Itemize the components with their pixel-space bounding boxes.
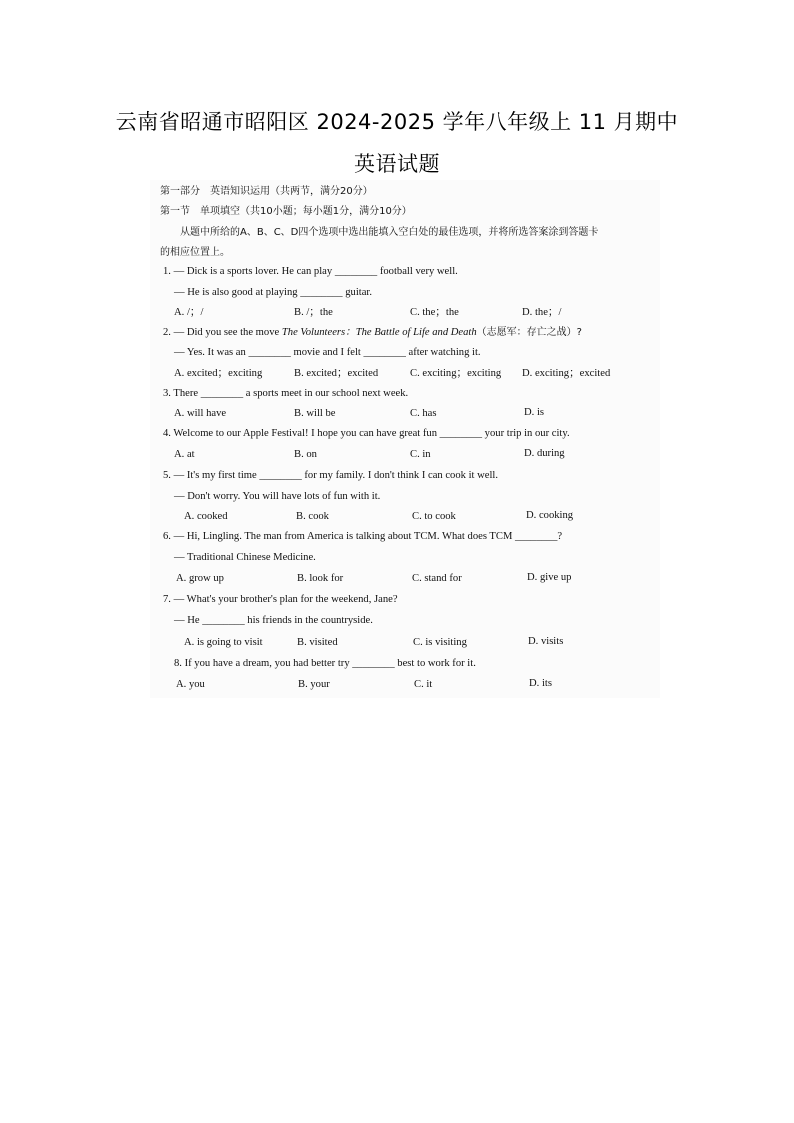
option-4c: C. in — [410, 449, 431, 460]
option-3d: D. is — [524, 407, 545, 418]
option-1b: B. /；the — [294, 307, 333, 318]
instructions: 从题中所给的A、B、C、D四个选项中选出能填入空白处的最佳选项，并将所选答案涂到答题卡 — [180, 227, 599, 238]
question-8-line-1: 8. If you have a dream, you had better try ________ best to work for it. — [174, 658, 476, 669]
question-2-suffix: （志愿军：存亡之战）? — [476, 327, 582, 338]
option-8b: B. your — [298, 679, 330, 690]
option-1a: A. /；/ — [174, 307, 204, 318]
question-1-line-2: — He is also good at playing ________ guitar. — [174, 287, 373, 298]
document-title: 云南省昭通市昭阳区 2024-2025 学年八年级上 11 月期中 — [115, 110, 679, 134]
question-5-line-2: — Don't worry. You will have lots of fun with it. — [174, 491, 381, 502]
option-5c: C. to cook — [412, 511, 456, 522]
question-7-line-1: 7. — What's your brother's plan for the weekend, Jane? — [163, 594, 398, 605]
option-6c: C. stand for — [412, 573, 462, 584]
option-7c: C. is visiting — [413, 637, 467, 648]
question-1-line-1: 1. — Dick is a sports lover. He can play ________ football very well. — [163, 266, 458, 277]
option-6b: B. look for — [297, 573, 344, 584]
section-heading: 第一节 单项填空（共10小题；每小题1分，满分10分） — [160, 206, 412, 217]
option-7a: A. is going to visit — [184, 637, 263, 648]
option-3a: A. will have — [174, 408, 227, 419]
option-7b: B. visited — [297, 637, 338, 648]
option-4d: D. during — [524, 448, 565, 459]
option-7d: D. visits — [528, 636, 564, 647]
option-3b: B. will be — [294, 408, 336, 419]
question-4-line-1: 4. Welcome to our Apple Festival! I hope you can have great fun ________ your trip in our city. — [163, 428, 570, 439]
document-subtitle: 英语试题 — [354, 152, 440, 176]
option-1d: D. the；/ — [522, 307, 562, 318]
question-7-line-2: — He ________ his friends in the countryside. — [174, 615, 373, 626]
option-2b: B. excited；excited — [294, 368, 379, 379]
movie-title: The Volunteers：The Battle of Life and Death — [281, 327, 477, 338]
part-heading: 第一部分 英语知识运用（共两节，满分20分） — [160, 186, 373, 197]
option-5b: B. cook — [296, 511, 329, 522]
question-2-line-2: — Yes. It was an ________ movie and I felt ________ after watching it. — [174, 347, 481, 358]
option-3c: C. has — [410, 408, 437, 419]
instructions-continued: 的相应位置上。 — [160, 247, 230, 258]
option-2d: D. exciting；excited — [522, 368, 611, 379]
option-6a: A. grow up — [176, 573, 224, 584]
option-5a: A. cooked — [184, 511, 228, 522]
question-2-prefix: 2. — Did you see the move — [163, 327, 282, 338]
option-1c: C. the；the — [410, 307, 459, 318]
question-5-line-1: 5. — It's my first time ________ for my family. I don't think I can cook it well. — [163, 470, 499, 481]
question-3-line-1: 3. There ________ a sports meet in our school next week. — [163, 388, 409, 399]
option-2c: C. exciting；exciting — [410, 368, 502, 379]
option-6d: D. give up — [527, 572, 572, 583]
question-6-line-1: 6. — Hi, Lingling. The man from America is talking about TCM. What does TCM ________? — [163, 531, 563, 542]
question-6-line-2: — Traditional Chinese Medicine. — [174, 552, 316, 563]
question-2-line-1 — [163, 326, 582, 339]
option-8d: D. its — [529, 678, 552, 689]
option-4b: B. on — [294, 449, 317, 460]
option-8a: A. you — [176, 679, 205, 690]
option-5d: D. cooking — [526, 510, 574, 521]
option-2a: A. excited；exciting — [174, 368, 263, 379]
option-4a: A. at — [174, 449, 195, 460]
option-8c: C. it — [414, 679, 433, 690]
